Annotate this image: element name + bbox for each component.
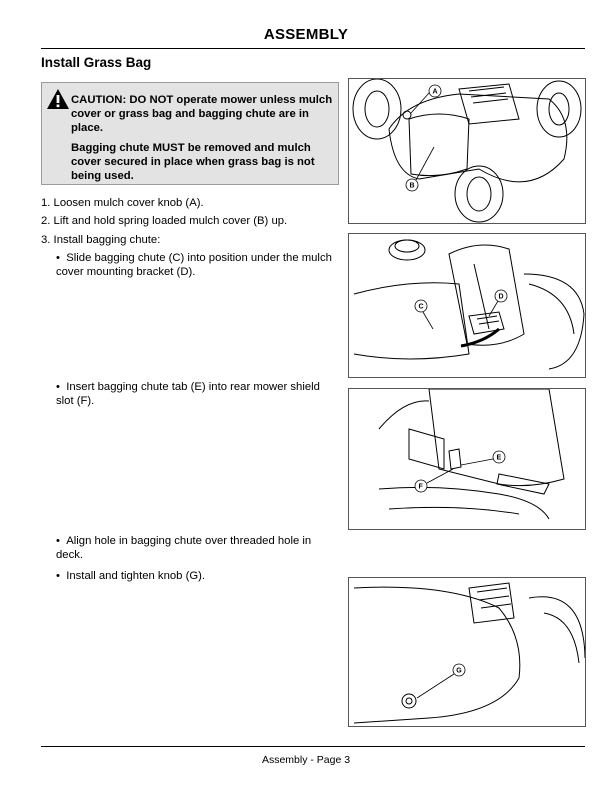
callout-A-label: A [432, 88, 438, 96]
bullet-text: Insert bagging chute tab (E) into rear mower shield slot (F). [56, 381, 320, 408]
section-title: Install Grass Bag [41, 55, 152, 70]
bullet-align-hole [56, 534, 336, 563]
step-3: 3. Install bagging chute: [41, 234, 161, 246]
page-header-title: ASSEMBLY [263, 26, 349, 43]
footer-divider [41, 746, 585, 747]
figure-bagging-chute [348, 233, 586, 378]
figure-mulch-cover [348, 78, 586, 224]
page-footer: Assembly - Page 3 [261, 754, 351, 766]
figure-chute-tab [348, 388, 586, 530]
caution-box [41, 82, 339, 185]
bullet-slide-chute [56, 251, 336, 280]
callout-B-label: B [409, 182, 415, 190]
mower-deck-illustration [349, 79, 585, 223]
callout-D-label: D [498, 293, 504, 301]
caution-line-1: CAUTION: DO NOT operate mower unless mulch cover or grass bag and bagging chute are in place. [71, 94, 333, 135]
step-2: 2. Lift and hold spring loaded mulch cover (B) up. [41, 215, 288, 227]
bullet-marker: • [56, 570, 67, 582]
callout-C-label: C [418, 303, 424, 311]
callout-G-label: G [456, 667, 462, 675]
warning-triangle-icon [46, 88, 70, 110]
bullet-marker: • [56, 381, 67, 393]
bullet-install-knob [56, 569, 336, 583]
bullet-marker: • [56, 252, 67, 264]
bullet-text: Align hole in bagging chute over threaded hole in deck. [56, 535, 312, 562]
callout-F-label: F [418, 483, 423, 491]
figure-install-knob [348, 577, 586, 727]
caution-text [71, 93, 333, 183]
bullet-text: Slide bagging chute (C) into position under the mulch cover mounting bracket (D). [56, 252, 332, 279]
callout-E-label: E [496, 454, 502, 462]
rear-shield-illustration [349, 389, 585, 529]
bullet-marker: • [56, 535, 67, 547]
knob-illustration [349, 578, 585, 726]
header-divider [41, 48, 585, 49]
step-1: 1. Loosen mulch cover knob (A). [41, 197, 204, 209]
bullet-insert-tab [56, 380, 340, 409]
chute-illustration [349, 234, 585, 377]
bullet-text: Install and tighten knob (G). [66, 570, 206, 582]
caution-line-2: Bagging chute MUST be removed and mulch cover secured in place when grass bag is not being used. [71, 141, 315, 183]
